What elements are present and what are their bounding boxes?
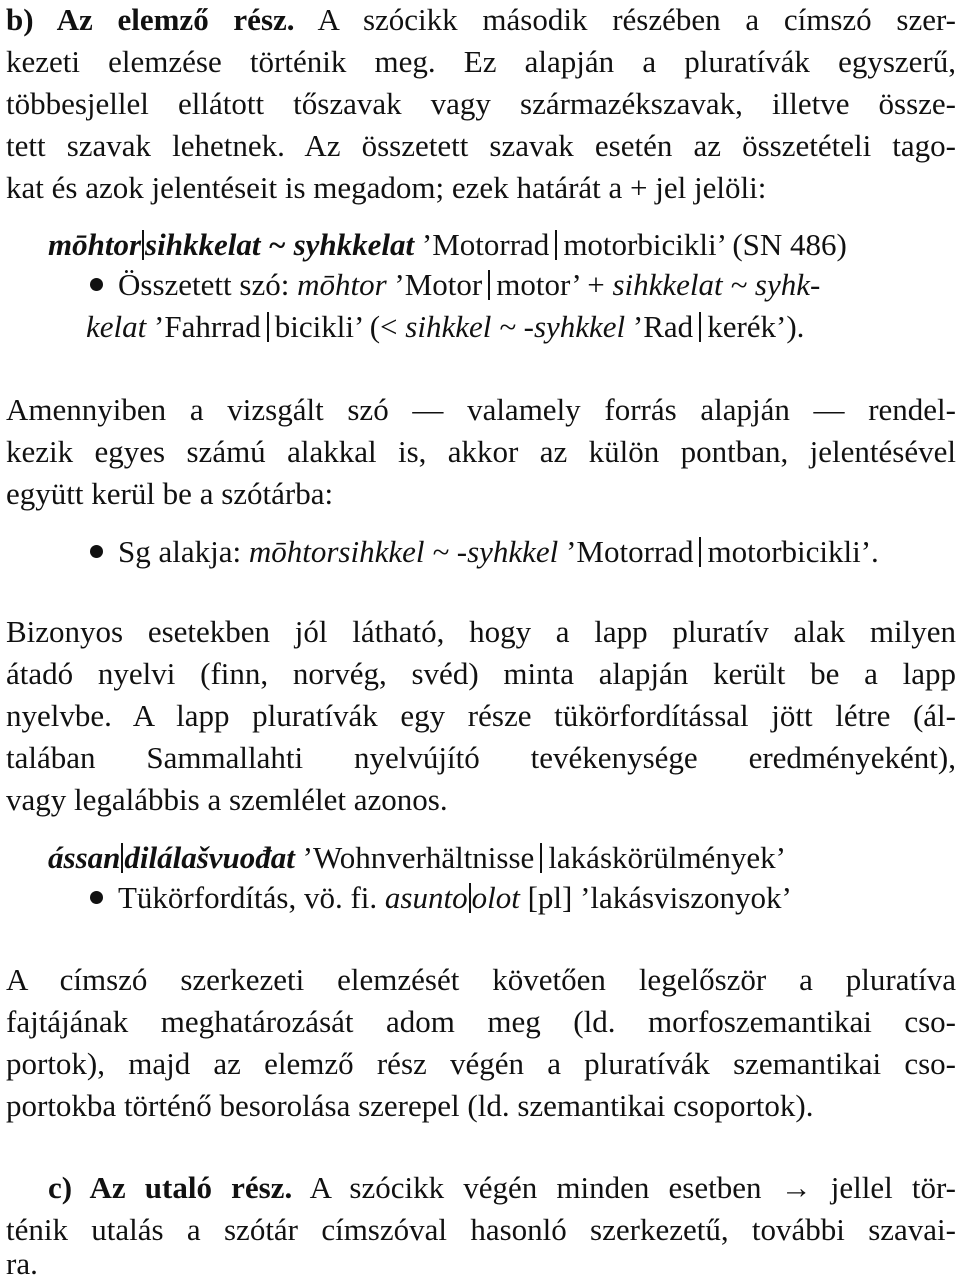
example1-lemma-a: mōhtor	[48, 227, 142, 262]
gloss-separator-bar	[555, 230, 557, 260]
paragraph3-line-1: Bizonyos esetekben jól látható, hogy a lapp pluratív alak milyen	[6, 614, 956, 649]
gloss-separator-bar	[699, 537, 701, 567]
example3-lemma-line: ássan dilálašvuođat ’Wohnverhältnisse lakáskörülmények’	[48, 840, 786, 875]
paragraph2-line-3: együtt kerül be a szótárba:	[6, 476, 334, 511]
example2-line: Sg alakja: mōhtorsihkkel ~ -syhkkel ’Motorrad motorbicikli’.	[118, 534, 879, 569]
bullet-icon	[90, 545, 103, 558]
section-b-line-4: tett szavak lehetnek. Az összetett szavak esetén az összetételi tago-	[6, 128, 956, 163]
paragraph2-line-2: kezik egyes számú alakkal is, akkor az külön pontban, jelentésével	[6, 434, 956, 469]
paragraph3-line-5: vagy legalábbis a szemlélet azonos.	[6, 782, 448, 817]
bullet-icon	[90, 891, 103, 904]
paragraph4-line-3: portok), majd az elemző rész végén a pluratívák szemantikai cso-	[6, 1046, 956, 1081]
gloss-separator-bar	[540, 843, 542, 873]
paragraph4-line-1: A címszó szerkezeti elemzését követően legelőször a pluratíva	[6, 962, 956, 997]
paragraph3-line-2: átadó nyelvi (finn, norvég, svéd) minta alapján került be a lapp	[6, 656, 956, 691]
compound-boundary-bar	[469, 883, 471, 913]
paragraph2-line-1: Amennyiben a vizsgált szó — valamely forrás alapján — rendel-	[6, 392, 956, 427]
example3-note-line: Tükörfordítás, vö. fi. asunto olot [pl] ’lakásviszonyok’	[118, 880, 792, 915]
gloss-separator-bar	[267, 312, 269, 342]
section-b-line-3: többesjellel ellátott tőszavak vagy származékszavak, illetve össze-	[6, 86, 956, 121]
example3-lemma-b: dilálašvuođat	[124, 840, 295, 875]
section-c-heading: c) Az utaló rész.	[48, 1170, 293, 1205]
paragraph3-line-3: nyelvbe. A lapp pluratívák egy része tükörfordítással jött létre (ál-	[6, 698, 956, 733]
section-c-line-1: c) Az utaló rész. A szócikk végén minden esetben → jellel tör-	[48, 1170, 956, 1205]
section-b-heading: b) Az elemző rész.	[6, 2, 295, 37]
example3-lemma-a: ássan	[48, 840, 121, 875]
example1-note-line: Összetett szó: mōhtor ’Motor motor’ + sihkkelat ~ syhk-	[118, 267, 821, 302]
section-b-line-1: b) Az elemző rész. A szócikk második részében a címszó szer-	[6, 2, 957, 37]
section-b-line-5: kat és azok jelentéseit is megadom; ezek határát a + jel jelöli:	[6, 170, 767, 205]
example1-lemma-line: mōhtor sihkkelat ~ syhkkelat ’Motorrad motorbicikli’ (SN 486)	[48, 227, 847, 262]
compound-boundary-bar	[142, 230, 144, 260]
section-c-line-3: ra.	[6, 1246, 38, 1281]
example1-lemma-b: sihkkelat ~ syhkkelat	[145, 227, 415, 262]
paragraph3-line-4: talában Sammallahti nyelvújító tevékenysége eredményeként),	[6, 740, 956, 775]
gloss-separator-bar	[488, 270, 490, 300]
paragraph4-line-2: fajtájának meghatározását adom meg (ld. morfoszemantikai cso-	[6, 1004, 956, 1039]
section-c-line-2: ténik utalás a szótár címszóval hasonló szerkezetű, további szavai-	[6, 1212, 956, 1247]
gloss-separator-bar	[699, 312, 701, 342]
example1-note-line-2: kelat ’Fahrrad bicikli’ (< sihkkel ~ -syhkkel ’Rad kerék’).	[86, 309, 805, 344]
section-b-line-2: kezeti elemzése történik meg. Ez alapján a pluratívák egyszerű,	[6, 44, 956, 79]
bullet-icon	[90, 278, 103, 291]
paragraph4-line-4: portokba történő besorolása szerepel (ld. szemantikai csoportok).	[6, 1088, 814, 1123]
